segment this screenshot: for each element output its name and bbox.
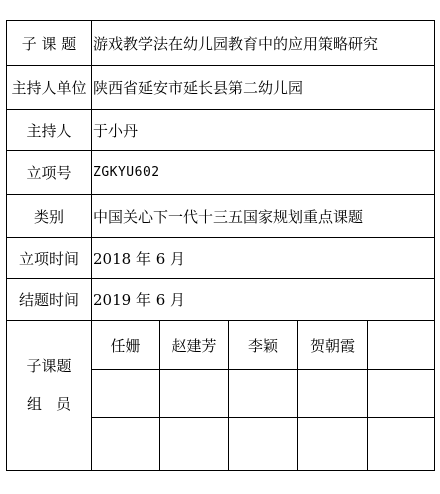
value-project-number: ZGKYU602 xyxy=(93,165,160,180)
value-end-date: 2019 年 6 月 xyxy=(93,291,186,309)
member-name-cell: 任姗 xyxy=(92,321,160,370)
member-name-cell: 李颖 xyxy=(229,321,298,370)
member-empty-cell xyxy=(160,370,229,418)
value-host-unit: 陕西省延安市延长县第二幼儿园 xyxy=(93,79,304,97)
label-end-date: 结题时间 xyxy=(7,279,92,320)
members-grid xyxy=(92,321,434,470)
row-host xyxy=(7,110,434,151)
row-project-number xyxy=(7,151,434,195)
label-subtopic: 子 课 题 xyxy=(7,21,92,65)
value-subtopic: 游戏教学法在幼儿园教育中的应用策略研究 xyxy=(93,34,379,53)
member-empty-cell xyxy=(298,418,368,470)
member-name-cell: 赵建芳 xyxy=(160,321,229,370)
member-empty-cell xyxy=(92,370,160,418)
members-section xyxy=(7,321,434,470)
row-end-date xyxy=(7,279,434,321)
member-empty-cell xyxy=(92,418,160,470)
member-name-cell: 贺朝霞 xyxy=(298,321,368,370)
members-label-line1: 子课题 xyxy=(26,357,72,375)
label-host-unit: 主持人单位 xyxy=(7,66,92,109)
row-subtopic xyxy=(7,21,434,66)
label-host: 主持人 xyxy=(7,110,92,150)
member-empty-cell xyxy=(368,370,434,418)
project-info-table xyxy=(6,20,435,471)
label-start-date: 立项时间 xyxy=(7,238,92,278)
row-host-unit xyxy=(7,66,434,110)
value-start-date: 2018 年 6 月 xyxy=(93,249,186,268)
members-label-line2: 组员 xyxy=(26,395,85,413)
member-empty-cell xyxy=(298,370,368,418)
member-empty-cell xyxy=(368,418,434,470)
value-category: 中国关心下一代十三五国家规划重点课题 xyxy=(93,207,364,226)
member-empty-cell xyxy=(229,370,298,418)
member-empty-cell xyxy=(229,418,298,470)
member-name-cell xyxy=(368,321,434,370)
row-category xyxy=(7,195,434,238)
member-empty-cell xyxy=(160,418,229,470)
members-label xyxy=(7,321,92,470)
row-start-date xyxy=(7,238,434,279)
label-category: 类别 xyxy=(7,195,92,237)
value-host: 于小丹 xyxy=(93,121,139,140)
label-project-number: 立项号 xyxy=(7,151,92,194)
